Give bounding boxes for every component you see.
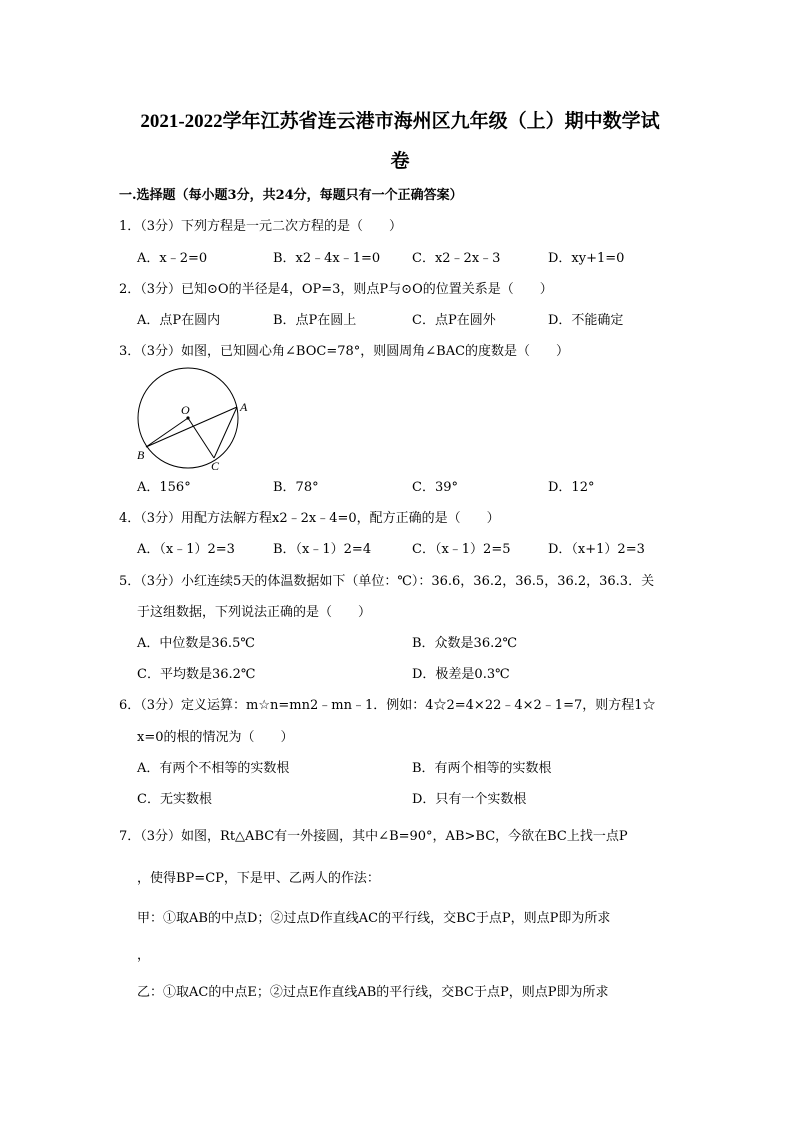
q6-stem-line1: 6．（3分）定义运算：m☆n=mn2﹣mn﹣1．例如：4☆2=4×22﹣4×2﹣1=7，则方程1☆ (119, 698, 656, 713)
q6-option-b: B．有两个相等的实数根 (412, 761, 552, 776)
q4-stem: 4．（3分）用配方法解方程x2﹣2x﹣4=0，配方正确的是（ ） (119, 511, 500, 526)
q7-stem-line2: ，使得BP=CP，下是甲、乙两人的作法： (137, 871, 380, 886)
q2-stem: 2．（3分）已知⊙O的半径是4，OP=3，则点P与⊙O的位置关系是（ ） (119, 282, 553, 297)
q2-option-c: C．点P在圆外 (412, 313, 496, 328)
q3-option-c: C．39° (412, 480, 458, 495)
q1-option-c (412, 250, 500, 268)
q5-option-a: A．中位数是36.5℃ (137, 636, 255, 651)
label-o: O (181, 403, 190, 417)
q2-option-d: D．不能确定 (548, 313, 624, 328)
q1-option-a (137, 250, 207, 268)
q3-circle-figure (136, 366, 256, 476)
q2-option-a: A．点P在圆内 (137, 313, 221, 328)
q1-option-b-text: B．x2﹣4x﹣1=0 (273, 251, 381, 266)
q3-option-a: A．156° (137, 480, 191, 495)
label-a: A (240, 400, 248, 414)
q5-option-b: B．众数是36.2℃ (412, 636, 518, 651)
q6-option-a: A．有两个不相等的实数根 (137, 761, 290, 776)
q4-option-c: C．（x﹣1）2=5 (412, 542, 511, 557)
q6-option-d: D．只有一个实数根 (412, 792, 527, 807)
segment-ob (146, 418, 188, 447)
section-heading: 一.选择题（每小题3分，共24分，每题只有一个正确答案） (119, 188, 463, 203)
q4-option-d: D．（x+1）2=3 (548, 542, 645, 557)
q6-stem-line2: x=0的根的情况为（ ） (137, 730, 294, 745)
q7-stem-line1: 7．（3分）如图，Rt△ABC有一外接圆，其中∠B=90°，AB>BC，今欲在BC上找一点P (119, 829, 628, 844)
q5-stem-line2: 于这组数据，下列说法正确的是（ ） (137, 605, 372, 620)
q1-option-d-text: D．xy+1=0 (548, 251, 625, 266)
label-c: C (211, 459, 220, 473)
q1-option-a-text: A．x﹣2=0 (137, 251, 208, 266)
segment-ba (146, 407, 237, 447)
q7-method-yi: 乙：①取AC的中点E；②过点E作直线AB的平行线，交BC于点P，则点P即为所求 (137, 985, 609, 1000)
q5-stem-line1: 5．（3分）小红连续5天的体温数据如下（单位：℃）：36.6，36.2，36.5，36.2，36.3．关 (119, 574, 655, 589)
q4-option-a: A．（x﹣1）2=3 (137, 542, 235, 557)
q5-option-d: D．极差是0.3℃ (412, 667, 510, 682)
segment-oc (188, 418, 214, 458)
q1-option-c-text: C．x2﹣2x﹣3 (412, 251, 501, 266)
q3-option-d: D．12° (548, 480, 595, 495)
paper-title-continued: 卷 (390, 151, 410, 172)
q1-option-d (548, 250, 624, 268)
label-b: B (137, 448, 145, 462)
q7-method-jia: 甲：①取AB的中点D；②过点D作直线AC的平行线，交BC于点P，则点P即为所求 (137, 911, 611, 926)
q6-option-c: C．无实数根 (137, 792, 212, 807)
q5-option-c: C．平均数是36.2℃ (137, 667, 256, 682)
q2-option-b: B．点P在圆上 (273, 313, 357, 328)
q4-option-b: B．（x﹣1）2=4 (273, 542, 372, 557)
q3-option-b: B．78° (273, 480, 319, 495)
q3-stem: 3．（3分）如图，已知圆心角∠BOC=78°，则圆周角∠BAC的度数是（ ） (119, 344, 570, 359)
q1-stem: 1．（3分）下列方程是一元二次方程的是（ ） (119, 219, 403, 234)
q7-method-jia-end: ， (137, 948, 151, 963)
q1-option-b (273, 250, 380, 268)
paper-title: 2021-2022学年江苏省连云港市海州区九年级（上）期中数学试 (140, 111, 660, 132)
